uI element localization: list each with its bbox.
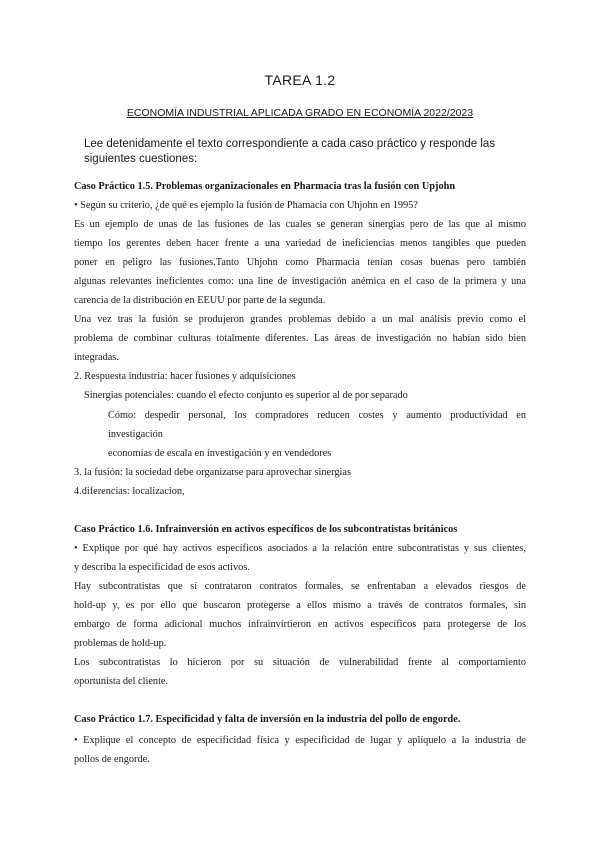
case1-line: problema de combinar culturas totalmente diferentes. Las áreas de investigación no habían sido bien [74, 333, 526, 344]
case2-heading: Caso Práctico 1.6. Infrainversión en activos específicos de los subcontratistas británicos [74, 524, 458, 535]
case2-line: embargo de forma adicional muchos infrainvirtieron en activos específicos para protegerse de los [74, 619, 526, 630]
case2-line: Hay subcontratistas que sí contrataron contratos formales, se enfrentaban a elevados riesgos de [74, 581, 526, 592]
case1-line: carencia de la distribución en EEUU por parte de la segunda. [74, 295, 326, 306]
case1-line: poner en peligro las fusiones.Tanto Uhjohn como Pharmacia tenían cosas buenas pero también [74, 257, 526, 268]
case1-line: Cómo: despedir personal, los compradores reducen costes y aumento productividad en [108, 410, 526, 421]
case1-line: Sinergias potenciales: cuando el efecto conjunto es superior al de por separado [84, 390, 408, 401]
case1-line: 2. Respuesta industria: hacer fusiones y adquisiciones [74, 371, 296, 382]
case1-line: Una vez tras la fusión se produjeron grandes problemas debido a un mal análisis previo como el [74, 314, 526, 325]
intro-paragraph: Lee detenidamente el texto correspondiente a cada caso práctico y responde las siguientes cuestiones: [84, 138, 496, 165]
case2-line: hold-up y, es por ello que buscaron protegerse a ellos mismo a través de contratos formales, sin [74, 600, 526, 611]
page-title: TAREA 1.2 [264, 72, 336, 88]
case1-line: algunas relevantes ineficientes como: una line de investigación anémica en el caso de la primera y una [74, 276, 526, 287]
case2-line: • Explique por qué hay activos específicos asociados a la relación entre subcontratistas y sus clientes, [74, 543, 526, 554]
case2-line: oportunista del cliente. [74, 676, 169, 687]
case1-question: • Según su criterio, ¿de qué es ejemplo la fusión de Phamacia con Uhjohn en 1995? [74, 200, 418, 211]
case1-line: Es un ejemplo de unas de las fusiones de las cuales se generan sinergias pero de las que al mismo [74, 219, 526, 230]
case1-line: investigación [108, 429, 163, 440]
case1-line: integradas. [74, 352, 119, 363]
case1-line: 4.diferencias: localizacion, [74, 486, 185, 497]
case3-line: pollos de engorde. [74, 754, 150, 765]
case3-heading: Caso Práctico 1.7. Especificidad y falta de inversión en la industria del pollo de engorde. [74, 714, 461, 725]
case1-heading: Caso Práctico 1.5. Problemas organizacionales en Pharmacia tras la fusión con Upjohn [74, 181, 456, 192]
page-subtitle: ECONOMÍA INDUSTRIAL APLICADA GRADO EN ECONOMÍA 2022/2023 [126, 107, 474, 119]
case2-line: y describa la especificidad de esos activos. [74, 562, 250, 573]
case1-line: 3. la fusión: la sociedad debe organizarse para aprovechar sinergias [74, 467, 351, 478]
case2-line: problemas de hold-up. [74, 638, 167, 649]
case2-line: Los subcontratistas lo hicieron por su situación de vulnerabilidad frente al comportamiento [74, 657, 526, 668]
case1-line: economías de escala en investigación y en vendedores [108, 448, 332, 459]
case1-line: tiempo los gerentes deben hacer frente a una variedad de ineficiencias menos tangibles que pueden [74, 238, 526, 249]
case3-line: • Explique el concepto de especificidad física y especificidad de lugar y aplíquelo a la industria de [74, 735, 526, 746]
